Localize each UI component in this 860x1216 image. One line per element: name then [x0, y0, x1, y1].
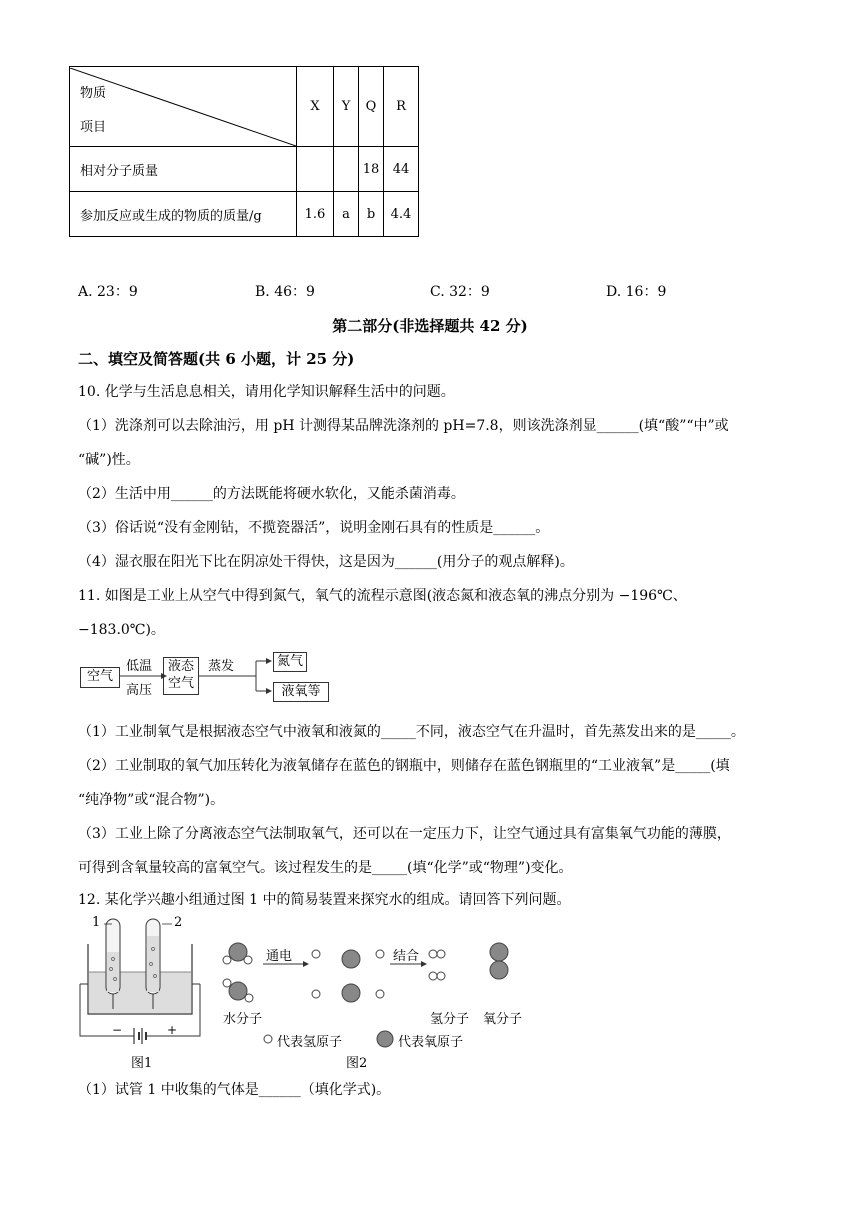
q10-sub1b: “碱”)性。: [78, 452, 140, 468]
q10-stem: 10. 化学与生活息息相关，请用化学知识解释生活中的问题。: [78, 384, 455, 400]
q10-sub3: （3）俗话说“没有金刚钻，不揽瓷器活”，说明金刚石具有的性质是______。: [78, 520, 550, 536]
row-label: 参加反应或生成的物质的质量/g: [70, 192, 297, 237]
figure1-caption: 图1: [131, 1056, 153, 1071]
nitrogen-box: 氮气: [273, 652, 307, 672]
q11-sub1: （1）工业制氧气是根据液态空气中液氧和液氮的_____不同，液态空气在升温时，首先蒸发出来的是_____。: [78, 724, 745, 740]
oxygen-atom-icon: [375, 1029, 395, 1049]
combine-label: 结合: [393, 949, 420, 964]
row-label: 相对分子质量: [70, 147, 297, 192]
q12-sub1: （1）试管 1 中收集的气体是______（填化学式)。: [78, 1082, 391, 1098]
q11-sub3a: （3）工业上除了分离液态空气法制取氧气，还可以在一定压力下，让空气通过具有富集氧气功能的薄膜，: [78, 826, 731, 842]
question-table: [69, 66, 419, 237]
option-d: D. 16：9: [606, 284, 667, 300]
low-temp-label: 低温: [126, 659, 153, 674]
table-cell: a: [334, 192, 359, 237]
q10-sub1a: （1）洗涤剂可以去除油污，用 pH 计测得某品牌洗涤剂的 pH=7.8，则该洗涤剂显______(填“酸”“中”或: [78, 418, 729, 434]
table-cell: 1.6: [297, 192, 334, 237]
table-row: [70, 147, 419, 192]
part2-title: 第二部分(非选择题共 42 分): [332, 317, 528, 335]
air-box: 空气: [80, 667, 120, 688]
table-cell: 18: [359, 147, 384, 192]
option-c: C. 32：9: [430, 284, 490, 300]
hydrogen-legend-label: 代表氢原子: [277, 1035, 343, 1050]
q11-sub2a: （2）工业制取的氧气加压转化为液氧储存在蓝色的钢瓶中，则储存在蓝色钢瓶里的“工业液氧”是_____(填: [78, 758, 730, 774]
corner-top-label: 物质: [80, 85, 107, 101]
flow-arrows: [118, 650, 278, 700]
corner-cell: [70, 67, 297, 147]
section2-title: 二、填空及简答题(共 6 小题，计 25 分): [78, 350, 355, 368]
hydrogen-atom-icon: [262, 1033, 274, 1045]
option-b: B. 46：9: [255, 284, 315, 300]
corner-bottom-label: 项目: [80, 119, 107, 135]
table-cell: b: [359, 192, 384, 237]
column-header: Q: [359, 67, 384, 147]
option-a: A. 23：9: [78, 284, 138, 300]
negative-terminal-label: −: [112, 1023, 123, 1037]
molecular-process-drawing: [218, 938, 518, 1018]
q11-stem-a: 11. 如图是工业上从空气中得到氮气，氧气的流程示意图(液态氮和液态氧的沸点分别为 −196℃、: [78, 588, 687, 604]
electrolysis-apparatus-drawing: [76, 914, 206, 1044]
table-row: [70, 192, 419, 237]
table-cell: [297, 147, 334, 192]
tube1-label: 1: [92, 915, 101, 930]
hydrogen-molecule-label: 氢分子: [430, 1012, 470, 1027]
tube2-label: 2: [174, 915, 183, 930]
water-molecule-label: 水分子: [223, 1012, 263, 1027]
q11-stem-b: −183.0℃)。: [78, 622, 165, 638]
q10-sub4: （4）湿衣服在阳光下比在阴凉处干得快，这是因为______(用分子的观点解释)。: [78, 554, 574, 570]
q10-sub2: （2）生活中用______的方法既能将硬水软化，又能杀菌消毒。: [78, 486, 465, 502]
electrolysis-label: 通电: [266, 949, 293, 964]
q11-sub3b: 可得到含氧量较高的富氧空气。该过程发生的是_____(填“化学”或“物理”)变化。: [78, 860, 573, 876]
evaporate-label: 蒸发: [208, 659, 235, 674]
table-cell: 44: [384, 147, 419, 192]
high-pressure-label: 高压: [126, 683, 153, 698]
oxygen-molecule-label: 氧分子: [483, 1012, 523, 1027]
liquid-air-line2: 空气: [167, 676, 194, 691]
liquid-air-line1: 液态: [167, 659, 194, 674]
column-header: X: [297, 67, 334, 147]
q12-stem: 12. 某化学兴趣小组通过图 1 中的简易装置来探究水的组成。请回答下列问题。: [78, 892, 571, 908]
positive-terminal-label: +: [167, 1023, 178, 1037]
liquid-oxygen-box: 液氧等: [273, 682, 329, 702]
table-cell: 4.4: [384, 192, 419, 237]
q11-sub2b: “纯净物”或“混合物”)。: [78, 792, 225, 808]
oxygen-legend-label: 代表氧原子: [398, 1035, 464, 1050]
table-cell: [334, 147, 359, 192]
column-header: R: [384, 67, 419, 147]
figure2-caption: 图2: [346, 1056, 368, 1071]
column-header: Y: [334, 67, 359, 147]
